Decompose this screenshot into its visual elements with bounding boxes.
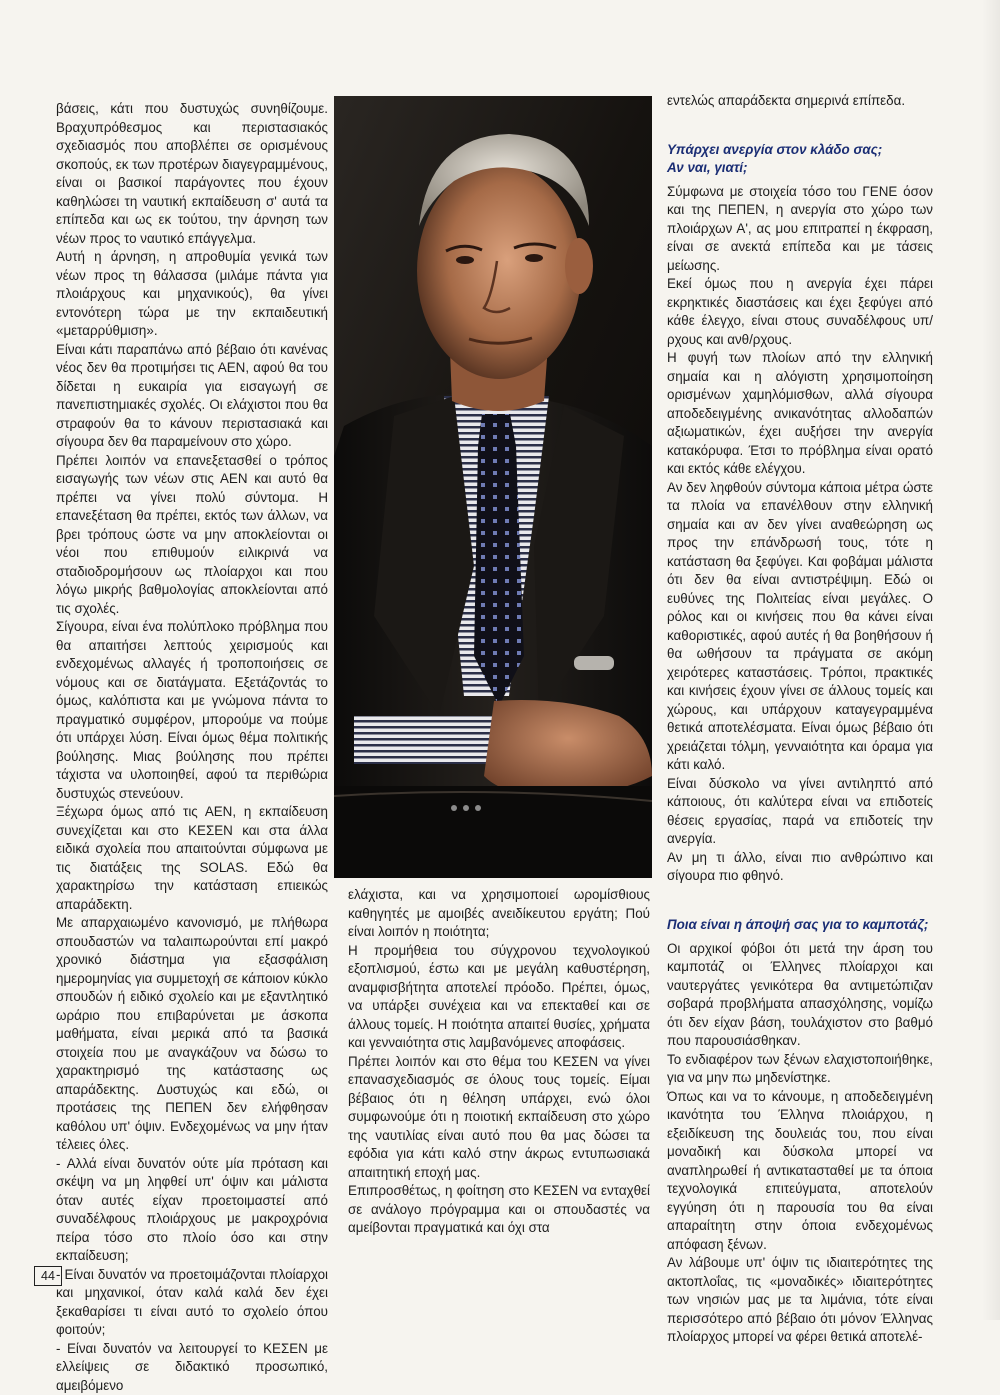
question-heading: Ποια είναι η άποψή σας για το καμποτάζ; bbox=[667, 916, 933, 934]
right-paragraph: Είναι δύσκολο να γίνει αντιληπτό από κάποιους, ότι καλύτερα είναι να επιδοτείς θέσεις εργασίας, παρά να επιδοτείς την ανεργία. bbox=[667, 775, 933, 849]
spacer bbox=[667, 886, 933, 916]
right-paragraph: Αν δεν ληφθούν σύντομα κάποια μέτρα ώστε τα πλοία να επανέλθουν στην ελληνική σημαία και αν δεν γίνει αναθεώρηση ως προς την επάνδρωσή τους, τότε η κατάσταση θα ξεφύγει. Και φοβάμαι μάλιστα ότι δεν θα είναι αντιστρέψιμη. Εδώ οι ευθύνες της Πολιτείας είναι μεγάλες. Ο ρόλος και οι κινήσεις που θα κάνει είναι καθοριστικές, αφού αυτές ή θα βοηθήσουν ή θα ωθήσουν τα πράγματα σε ακόμη χειρότερες καταστάσεις. Τρόποι, πρακτικές και κινήσεις έχουν γίνει σε άλλους τομείς και χώρους, και υπάρχουν καταγεγραμμένα θετικά αποτελέσματα. Είναι όμως βέβαιο ότι χρειάζεται τόλμη, γενναιότητα και όραμα για κάτι καλό. bbox=[667, 479, 933, 775]
left-paragraph: Αυτή η άρνηση, η απροθυμία γενικά των νέων προς τη θάλασσα (μιλάμε πάντα για πλοιάρχους και μηχανικούς), θα γίνει εντονότερη τώρα με την εκπαιδευτική «μεταρρύθμιση». bbox=[56, 248, 328, 341]
left-paragraph: - Αλλά είναι δυνατόν ούτε μία πρόταση και σκέψη να μη ληφθεί υπ' όψιν και μάλιστα όταν αυτές είχαν προετοιμαστεί από συναδέλφους πλοιάρχους με μακροχρόνια πείρα τόσο στο πλοίο όσο και στην εκπαίδευση; bbox=[56, 1155, 328, 1266]
right-column bbox=[667, 92, 933, 1347]
spacer bbox=[667, 111, 933, 141]
middle-paragraph: Επιπροσθέτως, η φοίτηση στο ΚΕΣΕΝ να ενταχθεί σε ανάλογο πρόγραμμα και οι σπουδαστές να αμείβονται πραγματικά και όχι στα bbox=[348, 1182, 650, 1238]
portrait-photo bbox=[334, 96, 652, 878]
right-paragraph: Αν λάβουμε υπ' όψιν τις ιδιαιτερότητες της ακτοπλοΐας, τις «μοναδικές» ιδιαιτερότητες των νησιών μας με τα λιμάνια, τότε είναι περισσότερο από βέβαιο ότι μόνον Έλληνας πλοίαρχος μπορεί να φέρει θετικά αποτελέ- bbox=[667, 1254, 933, 1347]
left-paragraph: Σίγουρα, είναι ένα πολύπλοκο πρόβλημα που θα απαιτήσει λεπτούς χειρισμούς και ενδεχομένως αλλαγές ή τροποποιήσεις σε νόμους και σε διατάγματα. Εξετάζοντάς το όμως, καλόπιστα και με γνώμονα πάντα το πραγματικό συμφέρον, μπορούμε να πούμε ότι υπάρχει λύση. Είναι όμως θέμα πολιτικής βούλησης. Μιας βούλησης που πρέπει τάχιστα να υλοποιηθεί, αφού τα περιθώρια δυστυχώς στενεύουν. bbox=[56, 618, 328, 803]
right-paragraph: Σύμφωνα με στοιχεία τόσο του ΓΕΝΕ όσον και της ΠΕΠΕΝ, η ανεργία στο χώρο των πλοιάρχων Α', ας μου επιτραπεί η έκφραση, είναι σε ανεκτά επίπεδα και με τάσεις μείωσης. bbox=[667, 183, 933, 276]
left-paragraph: Πρέπει λοιπόν να επανεξετασθεί ο τρόπος εισαγωγής των νέων στις ΑΕΝ και αυτό θα πρέπει να γίνει πολύ σύντομα. Η επανεξέταση θα πρέπει, εκτός των άλλων, να βρει τρόπους ώστε να μην αποκλείονται οι νέοι που επιθυμούν ειλικρινά να σταδιοδρομήσουν ως πλοίαρχοι και που λόγω μικρής βαθμολογίας αποκλείονται από τις σχολές. bbox=[56, 452, 328, 619]
right-paragraph: Όπως και να το κάνουμε, η αποδεδειγμένη ικανότητα του Έλληνα πλοιάρχου, η εξειδίκευση της δουλειάς του, που είναι μοναδική και δύσκολα μπορεί να αναπληρωθεί ή αντικατασταθεί με τα όποια τεχνολογικά επιτεύγματα, αποτελούν εγγύηση ότι η παρουσία του θα είναι απαραίτητη στην όποια ενδεχομένως απόφαση ξένων. bbox=[667, 1088, 933, 1255]
left-column bbox=[56, 100, 328, 1395]
right-paragraph: Εκεί όμως που η ανεργία έχει πάρει εκρηκτικές διαστάσεις και έχει ξεφύγει από κάθε έλεγχο, είναι στους συναδέλφους υπ/ρχους και ανθ/ρχους. bbox=[667, 275, 933, 349]
right-paragraph: Η φυγή των πλοίων από την ελληνική σημαία και η αλόγιστη χρησιμοποίηση ορισμένων χαμηλόμισθων, αλλά σίγουρα αποδεδειγμένης ανικανότητας αλλοδαπών αξιωματικών, έχει αυξήσει την ανεργία κατακόρυφα. Έτσι το πρόβλημα είναι ορατό και εκτός κάθε ελέγχου. bbox=[667, 349, 933, 479]
page-edge-shadow bbox=[982, 0, 1000, 1320]
question-heading bbox=[667, 141, 933, 177]
middle-paragraph: Πρέπει λοιπόν και στο θέμα του ΚΕΣΕΝ να γίνει επανασχεδιασμός σε όλους τους τομείς. Είμαι βέβαιος ότι η θέληση υπάρχει, ενώ όλοι συμφωνούμε ότι η ποιοτική εκπαίδευση στο χώρο της ναυτιλίας είναι αυτό που θα μας δώσει τα εφόδια για κάτι καλό στην άκρως εντυπωσιακά απαιτητική εποχή μας. bbox=[348, 1053, 650, 1183]
middle-column bbox=[348, 886, 650, 1238]
left-paragraph: βάσεις, κάτι που δυστυχώς συνηθίζουμε. Βραχυπρόθεσμος και περιστασιακός σχεδιασμός που αποβλέπει σε ορισμένους σκοπούς, εκ των προτέρων διαγεγραμμένους, είναι οι βασικοί παράγοντες που έχουν καθηλώσει τη ναυτική εκπαίδευση σ' αυτά τα επίπεδα και ως εκ τούτου, την άρνηση των νέων προς το ναυτικό επάγγελμα. bbox=[56, 100, 328, 248]
left-paragraph: Είναι κάτι παραπάνω από βέβαιο ότι κανένας νέος δεν θα προτιμήσει τις ΑΕΝ, αφού θα του δίδεται η ευκαιρία για εισαγωγή σε πανεπιστημιακές σχολές. Οι ελάχιστοι που θα στραφούν θα το κάνουν περιστασιακά και σίγουρα δεν θα παραμείνουν στο χώρο. bbox=[56, 341, 328, 452]
left-paragraph: Ξέχωρα όμως από τις ΑΕΝ, η εκπαίδευση συνεχίζεται και στο ΚΕΣΕΝ και στα άλλα ειδικά σχολεία που απαιτούνται σύμφωνα με τις διατάξεις της SOLAS. Εδώ θα χαρακτηρίσω την κατάσταση επιεικώς απαράδεκτη. bbox=[56, 803, 328, 914]
left-paragraph: - Είναι δυνατόν να προετοιμάζονται πλοίαρχοι και μηχανικοί, όταν καλά καλά δεν έχει ξεκαθαρίσει τι είναι αυτό το σχολείο όπου φοιτούν; bbox=[56, 1266, 328, 1340]
question-heading-line: Αν ναι, γιατί; bbox=[667, 160, 748, 175]
left-paragraph: - Είναι δυνατόν να λειτουργεί το ΚΕΣΕΝ με ελλείψεις σε διδακτικό προσωπικό, αμειβόμενο bbox=[56, 1340, 328, 1395]
portrait-illustration bbox=[334, 96, 652, 878]
question-heading-line: Υπάρχει ανεργία στον κλάδο σας; bbox=[667, 142, 882, 157]
page-number: 44 bbox=[34, 1266, 62, 1286]
right-intro: εντελώς απαράδεκτα σημερινά επίπεδα. bbox=[667, 92, 933, 111]
right-paragraph: Το ενδιαφέρον των ξένων ελαχιστοποιήθηκε, για να μην πω μηδενίστηκε. bbox=[667, 1051, 933, 1088]
middle-paragraph: Η προμήθεια του σύγχρονου τεχνολογικού εξοπλισμού, έστω και με μεγάλη καθυστέρηση, αναμφισβήτητα αποτελεί πρόοδο. Πρέπει, όμως, να υπάρξει συνέχεια και να επεκταθεί και σε άλλους τομείς. Η ποιότητα απαιτεί θυσίες, χρήματα και γενναιότητα στις λαμβανόμενες αποφάσεις. bbox=[348, 942, 650, 1053]
right-paragraph: Οι αρχικοί φόβοι ότι μετά την άρση του καμποτάζ οι Έλληνες πλοίαρχοι και ναυτεργάτες γενικότερα θα αντιμετώπιζαν σοβαρά προβλήματα απασχόλησης, νομίζω ότι δεν είχαν βάση, τουλάχιστον στο βαθμό που παρουσιάσθηκαν. bbox=[667, 940, 933, 1051]
right-paragraph: Αν μη τι άλλο, είναι πιο ανθρώπινο και σίγουρα πιο φθηνό. bbox=[667, 849, 933, 886]
middle-paragraph: ελάχιστα, και να χρησιμοποιεί ωρομίσθιους καθηγητές με αμοιβές ανειδίκευτου εργάτη; Πού είναι λοιπόν η ποιότητα; bbox=[348, 886, 650, 942]
left-paragraph: Με απαρχαιωμένο κανονισμό, με πλήθωρα σπουδαστών να ταλαιπωρούνται επί μακρό χρονικό διάστημα για εξασφάλιση ημερομηνίας για συμμετοχή σε κάποιον κύκλο σπουδών ή ειδικό σχολείο και με εξαντλητικό ωράριο που επιβαρύνεται με άσκοπα μαθήματα, είναι μερικά από τα βασικά στοιχεία που με αναγκάζουν να δώσω το χαρακτηρισμό της κατάστασης ως απαράδεκτης. Δυστυχώς και εδώ, οι προτάσεις της ΠΕΠΕΝ δεν ελήφθησαν καθόλου υπ' όψιν. Ενδεχομένως να μην ήταν τέλειες όλες. bbox=[56, 914, 328, 1155]
